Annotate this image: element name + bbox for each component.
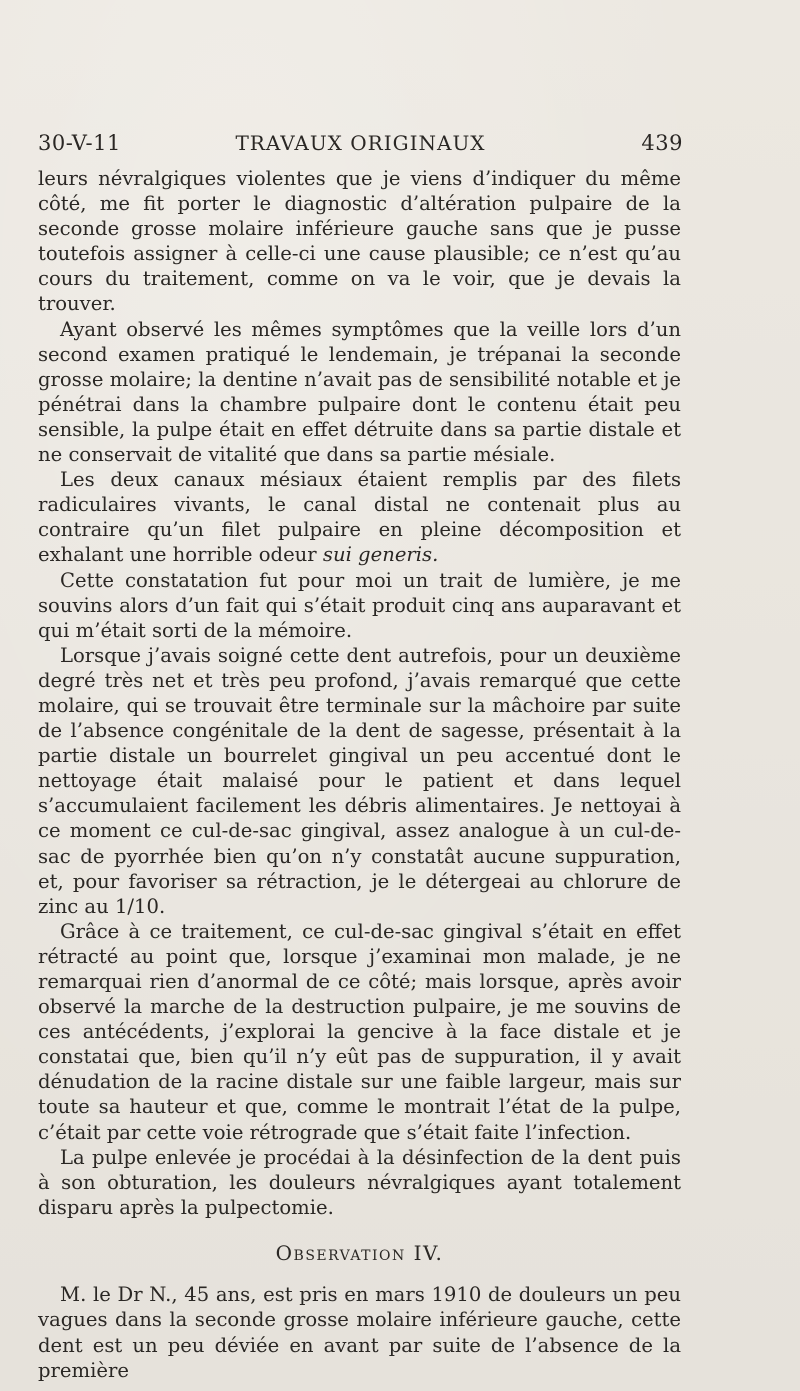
header-date: 30-V-11 — [38, 131, 121, 155]
header-title: TRAVAUX ORIGINAUX — [235, 131, 486, 155]
paragraph-6: Grâce à ce traitement, ce cul-de-sac gingival s’était en effet rétracté au point que, lorsque j’examinai mon malade, je ne remarquai rien d’anormal de ce côté; mais lorsque, après avoir observé la marche de la destruction pulpaire, je me souvins de ces antécédents, j’explorai la gencive à la face distale et je constatai que, bien qu’il n’y eût pas de suppuration, il y avait dénudation de la racine distale sur une faible largeur, mais sur toute sa hauteur et que, comme le montrait l’état de la pulpe, c’était par cette voie rétrograde que s’était faite l’infection. — [38, 919, 681, 1144]
running-header — [38, 128, 683, 158]
page-number: 439 — [641, 131, 683, 155]
paragraph-2: Ayant observé les mêmes symptômes que la veille lors d’un second examen pratiqué le lendemain, je trépanai la seconde grosse molaire; la dentine n’avait pas de sensibilité notable et je pénétrai dans la chambre pulpaire dont le contenu était peu sensible, la pulpe était en effet détruite dans sa partie distale et ne conservait de vitalité que dans sa partie mésiale. — [38, 317, 681, 467]
paragraph-7: La pulpe enlevée je procédai à la désinfection de la dent puis à son obturation, les douleurs névralgiques ayant totalement disparu après la pulpectomie. — [38, 1145, 681, 1219]
paragraph-3-text: Les deux canaux mésiaux étaient remplis par des filets radiculaires vivants, le canal distal ne contenait plus au contraire qu’un filet pulpaire en pleine décomposition et exhalant une horrible odeur — [38, 468, 681, 567]
observation-paragraph: M. le Dr N., 45 ans, est pris en mars 1910 de douleurs un peu vagues dans la seconde grosse molaire inférieure gauche, cette dent est un peu déviée en avant par suite de l’absence de la première — [38, 1283, 681, 1383]
section-title: Observation IV. — [275, 1240, 444, 1265]
main-text — [38, 166, 681, 1384]
paragraph-3 — [38, 467, 681, 567]
paragraph-5: Lorsque j’avais soigné cette dent autrefois, pour un deuxième degré très net et très peu profond, j’avais remarqué que cette molaire, qui se trouvait être terminale sur la mâchoire par suite de l’absence congénitale de la dent de sagesse, présentait à la partie distale un bourrelet gingival un peu accentué dont le nettoyage était malaisé pour le patient et dans lequel s’accumulaient facilement les débris alimentaires. Je nettoyai à ce moment ce cul-de-sac gingival, assez analogue à un cul-de-sac de pyorrhée bien qu’on n’y constatât aucune suppuration, et, pour favoriser sa rétraction, je le détergeai au chlorure de zinc au 1/10. — [38, 643, 681, 918]
italic-phrase: sui generis. — [322, 543, 439, 567]
paragraph-1: leurs névralgiques violentes que je viens d’indiquer du même côté, me fit porter le diagnostic d’altération pulpaire de la seconde grosse molaire inférieure gauche sans que je pusse toutefois assigner à celle-ci une cause plausible; ce n’est qu’au cours du traitement, comme on va le voir, que je devais la trouver. — [38, 167, 681, 316]
paragraph-4: Cette constatation fut pour moi un trait de lumière, je me souvins alors d’un fait qui s’était produit cinq ans auparavant et qui m’était sorti de la mémoire. — [38, 568, 681, 642]
